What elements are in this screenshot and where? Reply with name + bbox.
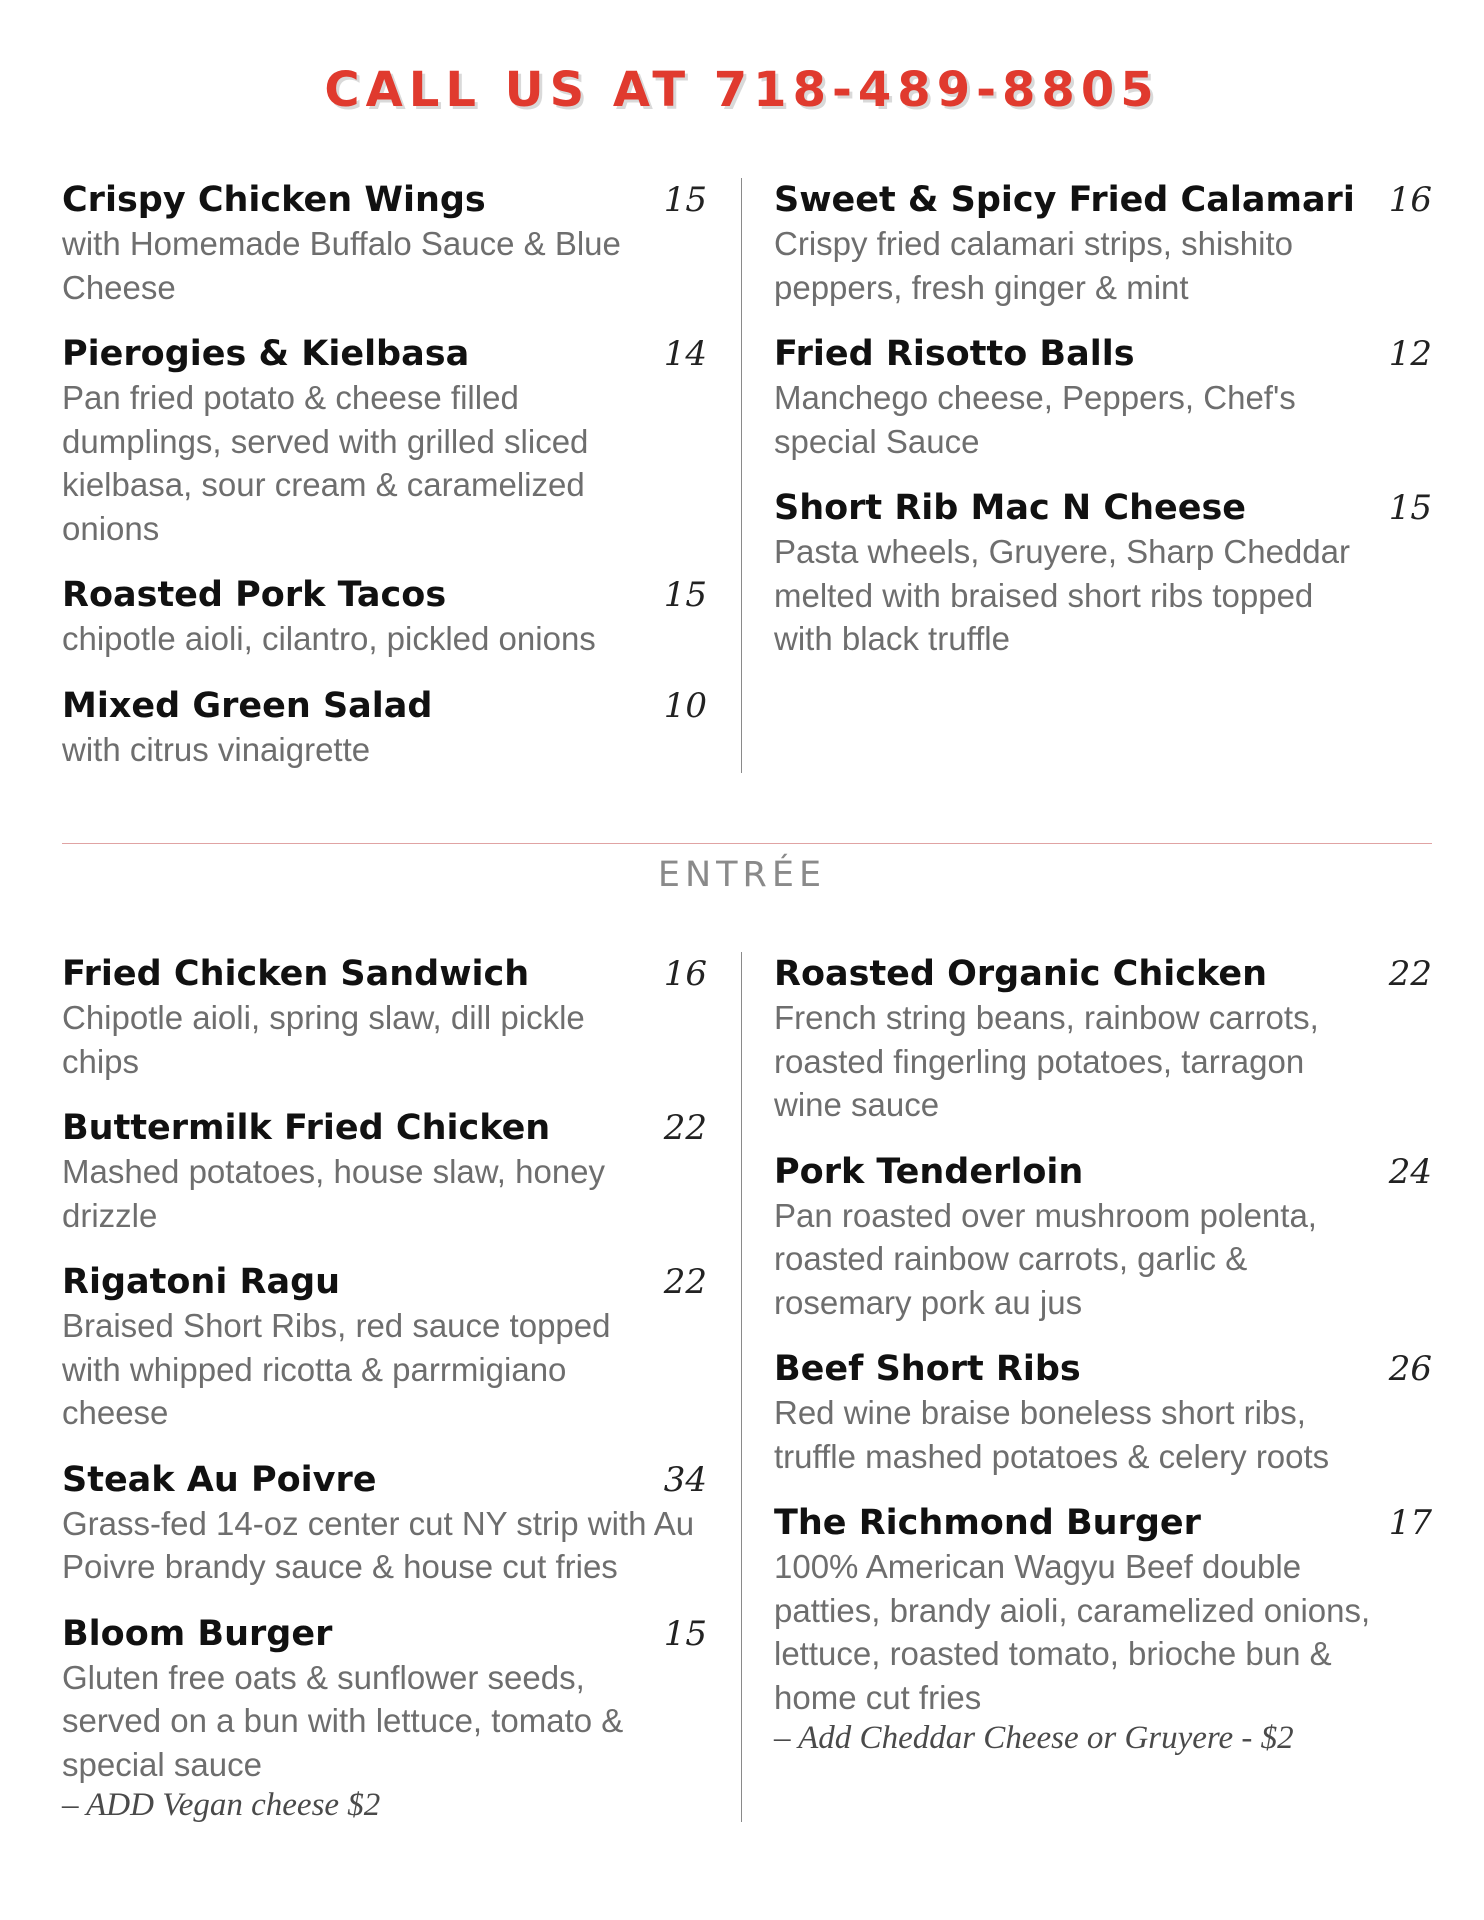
item-name: Pierogies & Kielbasa bbox=[62, 334, 470, 374]
item-description: with Homemade Buffalo Sauce & Blue Cheese bbox=[62, 225, 621, 306]
entree-section bbox=[62, 952, 1432, 1822]
item-description: chipotle aioli, cilantro, pickled onions bbox=[62, 620, 596, 657]
item-description: Braised Short Ribs, red sauce topped with whipped ricotta & parrmigiano cheese bbox=[62, 1307, 611, 1431]
item-addon-note: – Add Cheddar Cheese or Gruyere - $2 bbox=[774, 1720, 1294, 1756]
item-name: Fried Risotto Balls bbox=[774, 334, 1135, 374]
item-name: Roasted Organic Chicken bbox=[774, 954, 1268, 994]
item-price: 12 bbox=[1388, 334, 1432, 374]
item-name: Crispy Chicken Wings bbox=[62, 180, 486, 220]
item-description: Red wine braise boneless short ribs, truffle mashed potatoes & celery roots bbox=[774, 1394, 1330, 1475]
menu-item bbox=[62, 1612, 707, 1825]
item-price: 22 bbox=[663, 1108, 707, 1148]
item-name: Mixed Green Salad bbox=[62, 685, 433, 726]
item-description: French string beans, rainbow carrots, roasted fingerling potatoes, tarragon wine sauce bbox=[774, 999, 1319, 1123]
menu-item bbox=[774, 952, 1432, 1127]
item-description: Mashed potatoes, house slaw, honey drizzle bbox=[62, 1153, 606, 1234]
menu-item bbox=[62, 1458, 707, 1589]
item-description: Pan roasted over mushroom polenta, roasted rainbow carrots, garlic & rosemary pork au jus bbox=[774, 1196, 1317, 1321]
entree-heading: ENTRÉE bbox=[657, 855, 827, 895]
section-divider bbox=[62, 843, 1432, 844]
entree-right-column bbox=[774, 952, 1432, 1780]
item-description: Gluten free oats & sunflower seeds, served on a bun with lettuce, tomato & special sauce bbox=[62, 1658, 624, 1783]
menu-item bbox=[774, 486, 1432, 661]
item-addon-note: – ADD Vegan cheese $2 bbox=[62, 1787, 381, 1823]
item-price: 10 bbox=[663, 685, 707, 726]
item-price: 16 bbox=[663, 954, 707, 994]
item-description: Chipotle aioli, spring slaw, dill pickle chips bbox=[62, 999, 585, 1080]
appetizer-left-column bbox=[62, 178, 707, 794]
item-price: 24 bbox=[1388, 1151, 1432, 1192]
column-divider bbox=[741, 952, 742, 1822]
item-name: Fried Chicken Sandwich bbox=[62, 954, 530, 994]
item-name: Sweet & Spicy Fried Calamari bbox=[774, 180, 1355, 220]
menu-item bbox=[774, 1501, 1432, 1757]
entree-left-column bbox=[62, 952, 707, 1847]
menu-item bbox=[62, 332, 707, 550]
item-name: Rigatoni Ragu bbox=[62, 1262, 341, 1302]
menu-item bbox=[774, 332, 1432, 463]
item-description: 100% American Wagyu Beef double patties, brandy aioli, caramelized onions, lettuce, roasted tomato, brioche bun & home cut fries bbox=[774, 1548, 1371, 1716]
item-description: Grass-fed 14-oz center cut NY strip with Au Poivre brandy sauce & house cut fries bbox=[62, 1504, 695, 1585]
call-us-header: CALL US AT 718-489-8805 bbox=[324, 62, 1160, 118]
item-description: with citrus vinaigrette bbox=[62, 730, 371, 768]
item-price: 16 bbox=[1388, 180, 1432, 220]
item-price: 22 bbox=[663, 1262, 707, 1302]
item-price: 15 bbox=[1388, 488, 1432, 528]
item-name: Steak Au Poivre bbox=[62, 1459, 377, 1500]
item-name: Pork Tenderloin bbox=[774, 1151, 1084, 1192]
menu-item bbox=[62, 952, 707, 1083]
menu-item bbox=[62, 573, 707, 661]
item-name: Roasted Pork Tacos bbox=[62, 575, 447, 615]
column-divider bbox=[741, 178, 742, 773]
menu-item bbox=[62, 684, 707, 772]
item-name: The Richmond Burger bbox=[774, 1503, 1201, 1543]
item-price: 22 bbox=[1388, 954, 1432, 994]
menu-item bbox=[62, 1106, 707, 1237]
item-name: Beef Short Ribs bbox=[774, 1349, 1081, 1389]
appetizer-section bbox=[62, 178, 1432, 773]
item-price: 15 bbox=[663, 180, 707, 220]
item-price: 34 bbox=[663, 1459, 707, 1500]
appetizer-right-column bbox=[774, 178, 1432, 684]
item-price: 17 bbox=[1388, 1503, 1432, 1543]
item-price: 14 bbox=[663, 334, 707, 374]
menu-item bbox=[62, 178, 707, 309]
item-price: 15 bbox=[663, 575, 707, 615]
menu-item bbox=[774, 1150, 1432, 1325]
item-description: Pasta wheels, Gruyere, Sharp Cheddar melted with braised short ribs topped with black truffle bbox=[774, 533, 1350, 657]
item-price: 26 bbox=[1388, 1349, 1432, 1389]
item-name: Short Rib Mac N Cheese bbox=[774, 488, 1247, 528]
item-price: 15 bbox=[663, 1613, 707, 1654]
menu-item bbox=[774, 178, 1432, 309]
menu-item bbox=[62, 1260, 707, 1435]
item-description: Crispy fried calamari strips, shishito peppers, fresh ginger & mint bbox=[774, 225, 1293, 306]
item-name: Bloom Burger bbox=[62, 1613, 333, 1654]
item-name: Buttermilk Fried Chicken bbox=[62, 1108, 551, 1148]
menu-item bbox=[774, 1347, 1432, 1478]
item-description: Pan fried potato & cheese filled dumplings, served with grilled sliced kielbasa, sour cream & caramelized onions bbox=[62, 379, 589, 547]
item-description: Manchego cheese, Peppers, Chef's special Sauce bbox=[774, 379, 1296, 460]
